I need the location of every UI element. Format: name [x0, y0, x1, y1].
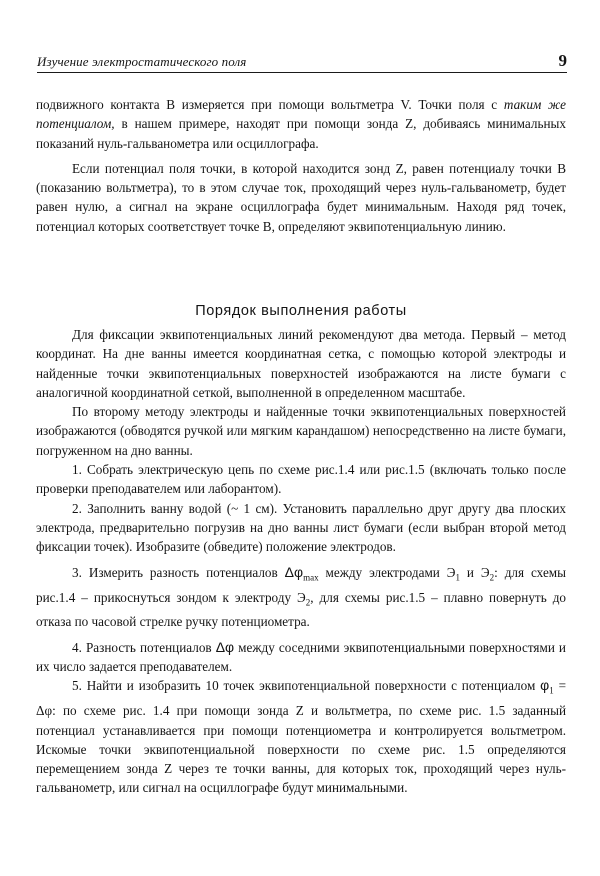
top-text-block	[36, 95, 566, 236]
running-title: Изучение электростатического поля	[37, 54, 247, 69]
paragraph-second-method: По второму методу электроды и найденные точки эквипотенциальных поверхностей изображаются (обводятся ручкой или мягким карандашом) непосредственно на листе бумаги, погруженном на дно ванны.	[36, 404, 566, 458]
running-header	[37, 50, 567, 73]
paragraph-methods-intro: Для фиксации эквипотенциальных линий рекомендуют два метода. Первый – метод координат. На дне ванны имеется координатная сетка, с помощью которой электроды и найденные точки эквипотенциальных поверхностей изображаются на листе бумаги с аналогичной координатной сеткой, выполненной в определенном масштабе.	[36, 327, 566, 400]
paragraph-zond: Если потенциал поля точки, в которой находится зонд Z, равен потенциалу точки B (показанию вольтметра), то в этом случае ток, проходящий через нуль-гальванометр, будет равен нулю, а сигнал на экране осциллографа будет минимальным. Находя ряд точек, потенциал которых соответствует точке B, определяют эквипотенциальную линию.	[36, 160, 566, 234]
step-3: 3. Измерить разность потенциалов $\Delta\varphi_{max}$ между электродами $Э_1$ и $Э_2$: для схемы рис.1.4 – прикоснуться зондом к электроду $Э_2$, для схемы рис.1.5 – плавно повернуть до отказа по часовой стрелке ручку потенциометра.	[36, 563, 567, 630]
step-5: 5. Найти и изобразить 10 точек эквипотенциальной поверхности с потенциалом $\varphi_1 = \Delta\varphi$: по схеме рис. 1.4 при помощи зонда Z и вольтметра, по схеме рис. 1.5 заданный потенциал устанавливается при помощи потенциометра и контролируется вольтметром. Искомые точки эквипотенциальной поверхности по схеме рис. 1.5 определяются перемещением зонда Z через те точки ванны, для которых ток, проходящий через нуль-гальванометр, или сигнал на осциллографе будут минимальными.	[36, 677, 567, 796]
procedure-text-block	[36, 325, 566, 798]
page-number: 9	[558, 51, 567, 70]
step-4: 4. Разность потенциалов Δφ между соседними эквипотенциальными поверхностями и их число задается преподавателем.	[36, 638, 566, 675]
step-2: 2. Заполнить ванну водой (~ 1 см). Установить параллельно друг другу два плоских электрода, предварительно погрузив на дно ванны лист бумаги (если выбран второй метод фиксации точек). Изобразите (обведите) положение электродов.	[36, 500, 566, 555]
step-1: 1. Собрать электрическую цепь по схеме рис.1.4 или рис.1.5 (включать только после проверки преподавателем или лаборантом).	[36, 462, 566, 497]
section-heading: Порядок выполнения работы	[195, 303, 407, 320]
paragraph-continuation: подвижного контакта B измеряется при помощи вольтметра V. Точки поля с таким же потенциалом, в нашем примере, находят при помощи зонда Z, добиваясь минимальных показаний нуль-гальванометра или осциллографа.	[36, 97, 567, 151]
italic-phrase: таким же потенциалом,	[36, 97, 567, 132]
